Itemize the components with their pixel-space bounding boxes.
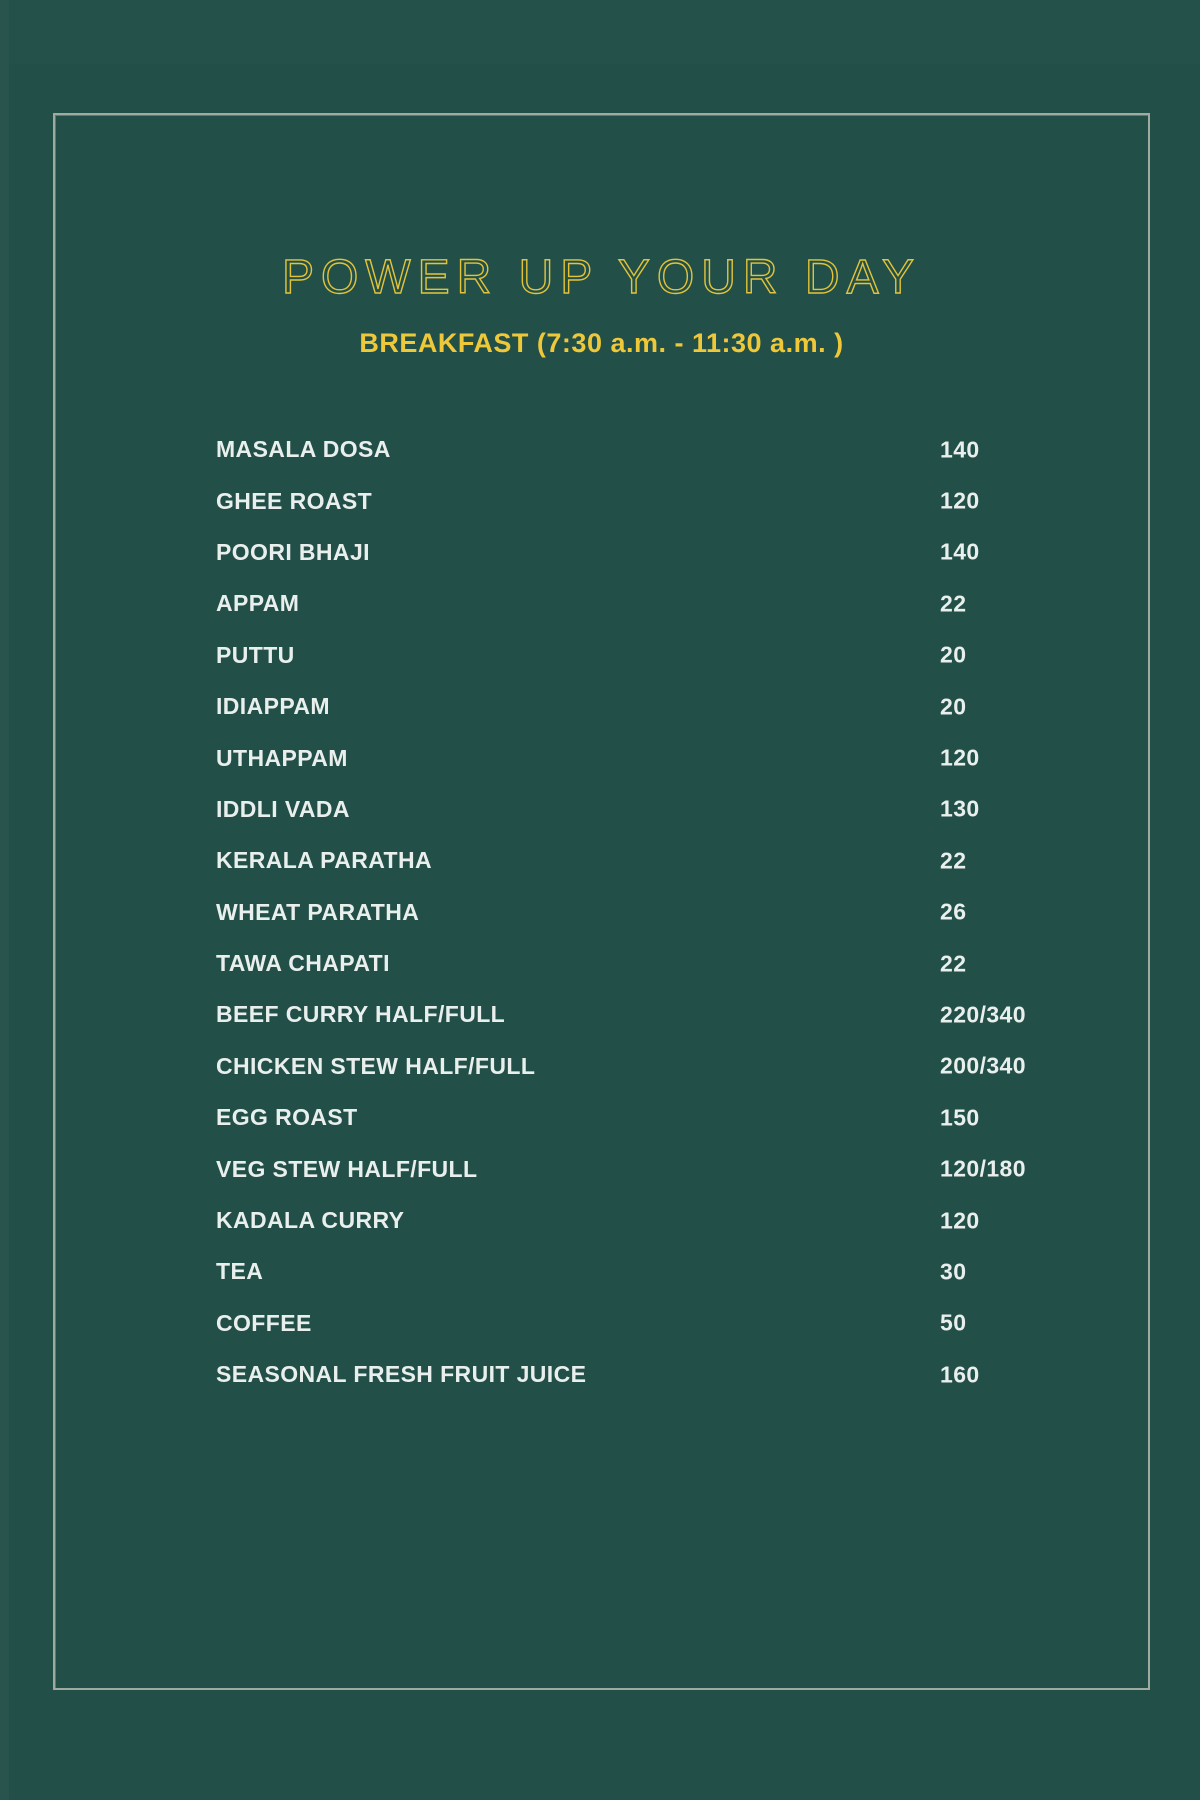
menu-item-price: 160	[940, 1361, 980, 1388]
menu-item-name: WHEAT PARATHA	[216, 898, 420, 925]
menu-item-price: 22	[940, 950, 967, 977]
menu-item-row	[216, 424, 1056, 475]
menu-item-name: TAWA CHAPATI	[216, 950, 390, 977]
menu-item-row	[216, 1092, 1056, 1143]
menu-subtitle: BREAKFAST (7:30 a.m. - 11:30 a.m. )	[359, 328, 844, 358]
menu-item-price: 50	[940, 1309, 967, 1336]
menu-item-price: 22	[940, 847, 967, 874]
menu-item-name: MASALA DOSA	[216, 436, 391, 463]
background-left-strip	[0, 0, 9, 1800]
menu-title: POWER UP YOUR DAY	[281, 251, 922, 304]
menu-item-name: SEASONAL FRESH FRUIT JUICE	[216, 1361, 587, 1388]
menu-item-price: 140	[940, 436, 980, 463]
menu-item-price: 20	[940, 641, 967, 668]
menu-item-price: 220/340	[940, 1001, 1026, 1028]
menu-item-name: PUTTU	[216, 641, 295, 668]
menu-item-name: IDIAPPAM	[216, 693, 330, 720]
menu-item-price: 120/180	[940, 1155, 1026, 1182]
menu-item-name: APPAM	[216, 590, 300, 617]
menu-item-name: COFFEE	[216, 1309, 312, 1336]
menu-item-price: 120	[940, 744, 980, 771]
menu-item-row	[216, 475, 1056, 526]
menu-item-name: KADALA CURRY	[216, 1207, 405, 1234]
menu-item-row	[216, 1298, 1056, 1349]
menu-item-row	[216, 732, 1056, 783]
menu-item-price: 140	[940, 538, 980, 565]
menu-item-row	[216, 1143, 1056, 1194]
menu-item-row	[216, 1041, 1056, 1092]
menu-item-price: 20	[940, 693, 967, 720]
menu-item-price: 130	[940, 795, 980, 822]
menu-item-price: 22	[940, 590, 967, 617]
menu-item-row	[216, 1246, 1056, 1297]
menu-item-name: TEA	[216, 1258, 264, 1285]
menu-item-row	[216, 681, 1056, 732]
menu-item-row	[216, 989, 1056, 1040]
menu-item-row	[216, 784, 1056, 835]
menu-item-row	[216, 630, 1056, 681]
menu-item-price: 200/340	[940, 1052, 1026, 1079]
menu-item-name: KERALA PARATHA	[216, 847, 432, 874]
menu-item-name: EGG ROAST	[216, 1104, 358, 1131]
menu-item-price: 150	[940, 1104, 980, 1131]
menu-item-name: GHEE ROAST	[216, 487, 373, 514]
menu-item-row	[216, 887, 1056, 938]
menu-item-row	[216, 938, 1056, 989]
menu-item-row	[216, 527, 1056, 578]
menu-list	[216, 424, 1056, 1400]
background-top-strip	[0, 0, 1200, 64]
menu-item-name: POORI BHAJI	[216, 538, 370, 565]
menu-item-name: VEG STEW HALF/FULL	[216, 1155, 478, 1182]
menu-item-row	[216, 578, 1056, 629]
menu-item-price: 120	[940, 487, 980, 514]
menu-item-row	[216, 835, 1056, 886]
menu-item-price: 120	[940, 1207, 980, 1234]
menu-item-name: CHICKEN STEW HALF/FULL	[216, 1052, 536, 1079]
menu-item-name: IDDLI VADA	[216, 795, 350, 822]
menu-item-row	[216, 1195, 1056, 1246]
menu-item-price: 30	[940, 1258, 967, 1285]
menu-item-name: UTHAPPAM	[216, 744, 348, 771]
menu-item-row	[216, 1349, 1056, 1400]
menu-item-price: 26	[940, 898, 967, 925]
menu-item-name: BEEF CURRY HALF/FULL	[216, 1001, 506, 1028]
